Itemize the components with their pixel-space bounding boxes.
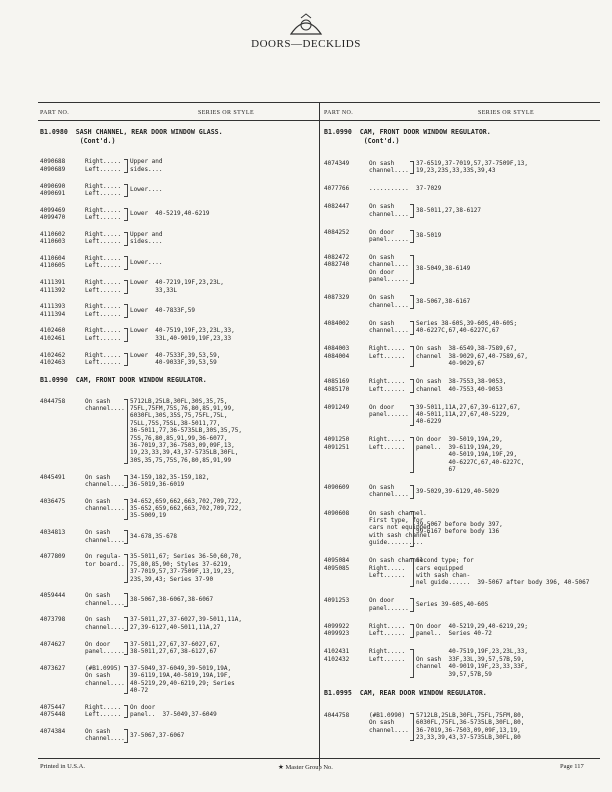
series-applicability: 40-7519,19F,23,23L,33, On sash 33F,33L,39,57,57B,59, channel 40-9019,19F,23,33,33F, 39,57,57B,59: [416, 648, 528, 678]
part-number: 4044758: [324, 711, 350, 719]
part-description: On door panel......: [369, 403, 409, 418]
series-applicability: Lower 40-7533F,39,53,59, 40-9033F,39,53,59: [130, 351, 221, 366]
brace-mark: [124, 399, 128, 465]
part-description: Right..... Left......: [369, 436, 406, 451]
series-applicability: 38-5067,38-6067,38-6067: [130, 596, 214, 603]
part-description: Right..... Left......: [369, 648, 406, 663]
part-description: Right..... Left......: [369, 378, 406, 393]
series-applicability: Lower 40-7219,19F,23,23L, 33,33L: [130, 279, 224, 294]
part-description: Right..... Left......: [85, 182, 122, 197]
part-description: Right..... Left......: [85, 206, 122, 222]
brand-logo: [287, 12, 325, 38]
part-description: On sash channel....: [369, 319, 409, 335]
part-number: 4090609: [324, 484, 350, 492]
series-applicability: On sash 38-6549,38-7589,67, channel 38-9029,67,40-7589,67, 40-9029,67: [416, 345, 528, 368]
series-applicability: On door 39-5019,19A,29, panel.. 39-6119,19A,29, 40-5019,19A,19F,29, 40-6227C,67,40-6227C, 67: [416, 436, 525, 474]
series-applicability: 35-5011,67; Series 36-50,60,70, 75,80,85,90; Styles 37-6219, 37-7019,57,37-7509F,13,19,23, 23S,39,43; Series 37-90: [130, 553, 242, 583]
section-heading: B1.0990 CAM, FRONT DOOR WINDOW REGULATOR. (Cont'd.): [324, 128, 491, 145]
part-number: 4044758: [40, 397, 66, 405]
brace-mark: [124, 705, 128, 719]
part-number: 4111391 4111392: [40, 279, 66, 294]
part-description: On sash channel....: [85, 397, 125, 412]
brace-mark: [410, 437, 414, 473]
brace-mark: [124, 328, 128, 342]
brace-mark: [124, 304, 128, 318]
series-applicability: 37-5067,37-6067: [130, 731, 185, 739]
part-description: ...........: [369, 185, 409, 193]
series-applicability: 38-5049,38-6149: [416, 265, 471, 273]
part-number: 4084002: [324, 319, 350, 327]
brace-mark: [124, 593, 128, 607]
section-heading: B1.0995 CAM, REAR DOOR WINDOW REGULATOR.: [324, 688, 487, 697]
brace-mark: [410, 713, 414, 742]
brace-mark: [124, 530, 128, 544]
brace-mark: [124, 475, 128, 489]
part-description: On sash channel....: [85, 529, 125, 544]
brace-mark: [410, 295, 414, 309]
part-number: 4091250 4091251: [324, 436, 350, 451]
series-applicability: 39-5011,11A,27,67,39-6127,67, 40-5011,11A,27,67,40-5229, 40-6229: [416, 403, 521, 426]
footer-left: Printed in U.S.A.: [40, 763, 85, 770]
brace-mark: [124, 617, 128, 631]
header-right-series: SERIES OR STYLE: [478, 110, 535, 116]
part-number: 4090690 4090691: [40, 182, 66, 197]
header-right-part: PART NO.: [324, 110, 354, 116]
brace-mark: [410, 346, 414, 367]
series-applicability: 34-159,182,35-159,182, 36-5019,36-6019: [130, 473, 210, 488]
brace-mark: [410, 230, 414, 244]
brace-mark: [124, 554, 128, 583]
part-description: On sash channel....: [85, 616, 125, 631]
part-description: On sash channel....: [369, 159, 409, 175]
part-number: 4036475: [40, 497, 66, 505]
part-description: (#B1.0990) On sash channel....: [369, 711, 409, 734]
part-description: On sash channel....: [369, 484, 409, 499]
brace-mark: [124, 256, 128, 270]
brace-mark: [410, 161, 414, 175]
part-description: On sash channel....: [85, 592, 125, 607]
brace-mark: [410, 405, 414, 426]
part-number: 4059444: [40, 592, 66, 600]
brace-mark: [410, 598, 414, 612]
part-number: 4102462 4102463: [40, 351, 66, 366]
part-number: 4034813: [40, 529, 66, 537]
footer-right: Page 117: [560, 763, 584, 770]
brace-mark: [410, 379, 414, 393]
part-number: 4090688 4090689: [40, 158, 66, 173]
page-title: DOORS—DECKLIDS: [251, 38, 361, 50]
part-description: (#B1.0995) On sash channel....: [85, 664, 125, 687]
part-number: 4099922 4099923: [324, 622, 350, 638]
series-applicability: Second type; for cars equipped with sash chan- nel guide...... 39-5067 after body 396, 40-5067: [416, 557, 590, 587]
series-applicability: On sash 38-7553,38-9053, channel 40-7553,40-9053: [416, 378, 507, 393]
series-applicability: 37-5011,27,67,37-6027,67, 38-5011,27,67,38-6127,67: [130, 640, 221, 655]
part-description: On sash channel....: [369, 203, 409, 218]
part-description: On sash channel....: [85, 497, 125, 513]
series-applicability: Upper and sides....: [130, 158, 163, 173]
series-applicability: 37-7029: [416, 185, 442, 193]
series-applicability: Upper and sides....: [130, 230, 163, 246]
part-description: Right..... Left......: [85, 303, 122, 318]
brace-mark: [124, 232, 128, 246]
part-number: 4084003 4084004: [324, 345, 350, 360]
brace-mark: [410, 649, 414, 678]
part-description: Right..... Left......: [85, 279, 122, 294]
section-heading: B1.0990 CAM, FRONT DOOR WINDOW REGULATOR.: [40, 375, 207, 384]
series-applicability: 38-5019: [416, 232, 442, 240]
footer-center: ★ Master Group No.: [278, 764, 333, 771]
part-description: Right..... Left......: [369, 345, 406, 360]
part-number: 4087329: [324, 294, 350, 302]
part-description: On door panel......: [369, 228, 409, 244]
series-applicability: 37-5049,37-6049,39-5019,19A, 39-6119,19A,40-5019,19A,19F, 40-5219,29,40-6219,29; Series 40-72: [130, 664, 235, 694]
series-applicability: On door 40-5219,29,40-6219,29; panel.. Series 40-72: [416, 622, 528, 638]
brace-mark: [410, 321, 414, 335]
series-applicability: 38-5067,38-6167: [416, 298, 471, 306]
part-number: 4091253: [324, 597, 350, 605]
series-applicability: 34-678,35-678: [130, 532, 177, 540]
brace-mark: [124, 159, 128, 173]
part-number: 4102460 4102461: [40, 327, 66, 342]
series-applicability: 34-652,659,662,663,702,709,722, 35-652,659,662,663,702,709,722, 35-5009,19: [130, 497, 242, 520]
series-applicability: Lower....: [130, 186, 163, 194]
series-applicability: 5712LB,25LB,30FL,75FL,75FM,80, 6030FL,75FL,36-5735LB,30FL,80, 36-7019,36-7503,09,09F,13,19, 23,33,39,43,37-5735LB,30FL,80: [416, 711, 525, 741]
part-description: On sash channel....: [85, 473, 125, 488]
brace-mark: [124, 184, 128, 198]
part-number: 4090608: [324, 509, 350, 517]
series-applicability: Series 38-60S,39-60S,40-60S; 40-6227C,67,40-6227C,67: [416, 319, 518, 335]
brace-mark: [410, 204, 414, 218]
series-applicability: 39-5067 before body 397, 39-6167 before body 136: [416, 520, 503, 536]
part-description: On sash channel....: [85, 727, 125, 743]
brace-mark: [124, 666, 128, 695]
series-applicability: Lower 40-7519,19F,23,23L,33, 33L,40-9019,19F,23,33: [130, 327, 235, 342]
series-applicability: Lower 40-5219,40-6219: [130, 210, 210, 218]
series-applicability: Lower 40-7833F,59: [130, 306, 196, 314]
series-applicability: 37-5011,27,37-6027,39-5011,11A, 27,39-6127,40-5011,11A,27: [130, 616, 242, 631]
brace-mark: [410, 255, 414, 284]
part-description: On sash channel. Right..... Left......: [369, 557, 427, 579]
part-number: 4110602 4110603: [40, 230, 66, 246]
part-description: On sash channel....: [369, 294, 409, 309]
part-number: 4075447 4075448: [40, 703, 66, 719]
brace-mark: [124, 499, 128, 520]
section-heading: B1.0980 SASH CHANNEL, REAR DOOR WINDOW GLASS. (Cont'd.): [40, 128, 223, 145]
brace-mark: [410, 511, 414, 547]
brace-mark: [124, 729, 128, 743]
series-applicability: Series 39-60S,40-60S: [416, 601, 489, 609]
part-description: Right..... Left......: [85, 351, 122, 366]
part-description: Right..... Left......: [85, 158, 122, 173]
part-number: 4111393 4111394: [40, 303, 66, 318]
part-number: 4045491: [40, 473, 66, 481]
part-number: 4074349: [324, 159, 350, 167]
series-applicability: 38-5011,27,38-6127: [416, 206, 482, 214]
brace-mark: [124, 280, 128, 294]
part-number: 4091249: [324, 403, 350, 411]
part-number: 4073627: [40, 664, 66, 672]
part-description: On sash channel. First type, for cars not equipped with sash channel guide..........: [369, 509, 431, 547]
brace-mark: [410, 624, 414, 638]
part-number: 4074384: [40, 727, 66, 735]
brace-mark: [124, 208, 128, 222]
header-left-part: PART NO.: [40, 110, 70, 116]
part-number: 4074627: [40, 640, 66, 648]
part-description: Right..... Left......: [85, 327, 122, 342]
part-description: On door panel......: [85, 640, 125, 655]
part-description: Right..... Left......: [85, 230, 122, 246]
part-number: 4082472 4082740: [324, 254, 350, 269]
brace-mark: [410, 485, 414, 499]
series-applicability: 5712LB,25LB,30FL,30S,35,75, 75FL,75FM,75S,76,80,85,91,99, 6030FL,30S,35S,75,75FL,75L, 75LL,75S,75SL,38-5011,77, 36-5011,77,36-5735LB,30S,35,75, 75S,76,80,85,91,99,36-6077, 36-7019,37,36-7503,09,09F,13, 19,23,33,39,43,37-5735LB,30FL, 30S,35,75,75S,76,80,85,91,99: [130, 397, 242, 464]
column-divider: [319, 103, 320, 766]
part-description: On regula- tor board..: [85, 553, 125, 568]
brace-mark: [124, 642, 128, 656]
part-number: 4077766: [324, 185, 350, 193]
part-number: 4082447: [324, 203, 350, 211]
series-applicability: 39-5029,39-6129,40-5029: [416, 487, 500, 495]
series-applicability: Lower....: [130, 258, 163, 266]
part-description: On sash channel.... On door panel......: [369, 254, 409, 284]
part-description: Right..... Left......: [369, 622, 406, 638]
part-description: On door panel......: [369, 597, 409, 612]
series-applicability: On door panel.. 37-5049,37-6049: [130, 703, 217, 719]
part-description: Right..... Left......: [85, 703, 122, 719]
part-number: 4102431 4102432: [324, 648, 350, 663]
part-number: 4110604 4110605: [40, 254, 66, 270]
part-number: 4099469 4099470: [40, 206, 66, 222]
header-left-series: SERIES OR STYLE: [198, 110, 255, 116]
series-applicability: 37-6519,37-7019,57,37-7509F,13, 19,23,23S,33,33S,39,43: [416, 159, 528, 175]
part-description: Right..... Left......: [85, 254, 122, 270]
brace-mark: [410, 558, 414, 587]
brace-mark: [124, 353, 128, 367]
part-number: 4073798: [40, 616, 66, 624]
part-number: 4085169 4085170: [324, 378, 350, 393]
part-number: 4095084 4095085: [324, 557, 350, 572]
part-number: 4077809: [40, 553, 66, 561]
part-number: 4084252: [324, 228, 350, 236]
